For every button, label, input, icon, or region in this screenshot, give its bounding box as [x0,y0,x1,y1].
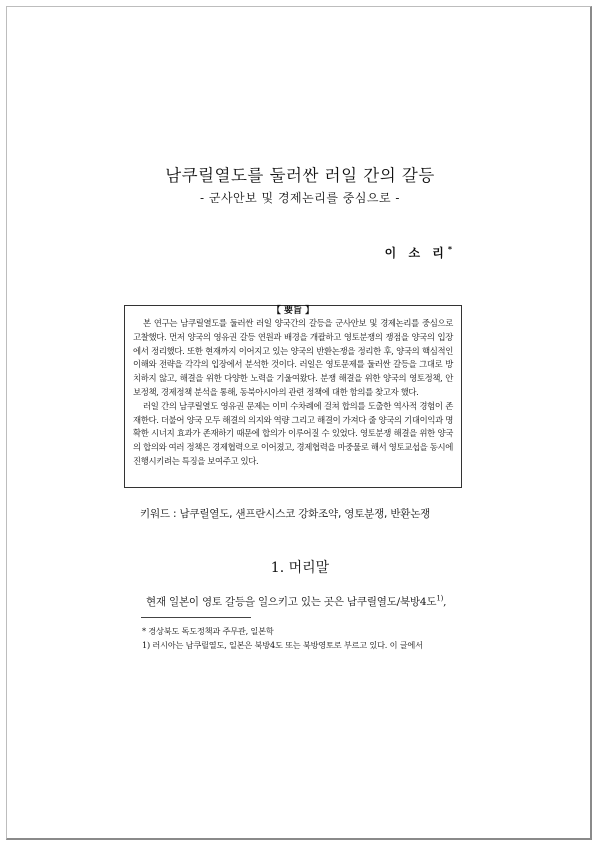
paper-subtitle: - 군사안보 및 경제논리를 중심으로 - [200,191,400,205]
abstract-paragraph-2: 러일 간의 남쿠릴열도 영유권 문제는 이미 수차례에 걸쳐 합의를 도출한 역사적 경험이 존재한다. 더불어 양국 모두 해결의 의지와 역량 그리고 해결이 가져다 줄 양국의 기대이익과 명확한 시너지 효과가 존재하기 때문에 합의가 이루어질 수 있었다. 영토분쟁 해결을 위한 양국의 합의와 여러 정책은 경제협력으로 이어졌고, 경제협력을 마중물로 해서 영토교섭을 동시에 진행시키려는 특징을 보여주고 있다. [133,400,453,466]
author-name [385,244,452,261]
paper-title: 남쿠릴열도를 둘러싼 러일 간의 갈등 [165,166,435,185]
author-footnote-mark: * [447,245,452,254]
keywords-line: 키워드 : 남쿠릴열도, 샌프란시스코 강화조약, 영토분쟁, 반환논쟁 [140,508,431,520]
body-text: 현재 일본이 영토 갈등을 일으키고 있는 곳은 남쿠릴열도/북방4도 [146,596,437,608]
author-name-text: 이 소 리 [384,246,448,260]
abstract-paragraph-1: 본 연구는 남쿠릴열도를 둘러싼 러일 양국간의 갈등을 군사안보 및 경제논리를 중심으로 고찰했다. 먼저 양국의 영유권 갈등 연원과 배경을 개괄하고 영토분쟁의 쟁점을 양국의 입장에서 정리했다. 또한 현재까지 이어지고 있는 양국의 반환논쟁을 정리한 후, 양국의 핵심적인 이해와 전략을 각각의 입장에서 분석한 것이다. 러일은 영토문제를 둘러싼 갈등을 그대로 방치하지 않고, 해결을 위한 다양한 노력을 기울여왔다. 분쟁 해결을 위한 양국의 영토정책, 안보정책, 경제정책 분석을 통해, 동북아시아의 관련 정책에 대한 함의를 찾고자 했다. [133,318,453,397]
footnote-author: * 경상북도 독도정책과 주무관, 일본학 [142,626,274,636]
footnote-1: 1) 러시아는 남쿠릴열도, 일본은 북방4도 또는 북방영토로 부르고 있다. 이 글에서 [142,640,423,650]
abstract-box [124,305,462,488]
body-paragraph [146,594,446,609]
footnote-divider [141,617,251,618]
abstract-heading-wrap [125,298,461,317]
abstract-heading: 【 要旨 】 [266,306,320,316]
body-text-end: , [443,596,447,608]
footnote-ref: 1) [436,594,444,603]
section-heading: 1. 머리말 [270,560,330,576]
